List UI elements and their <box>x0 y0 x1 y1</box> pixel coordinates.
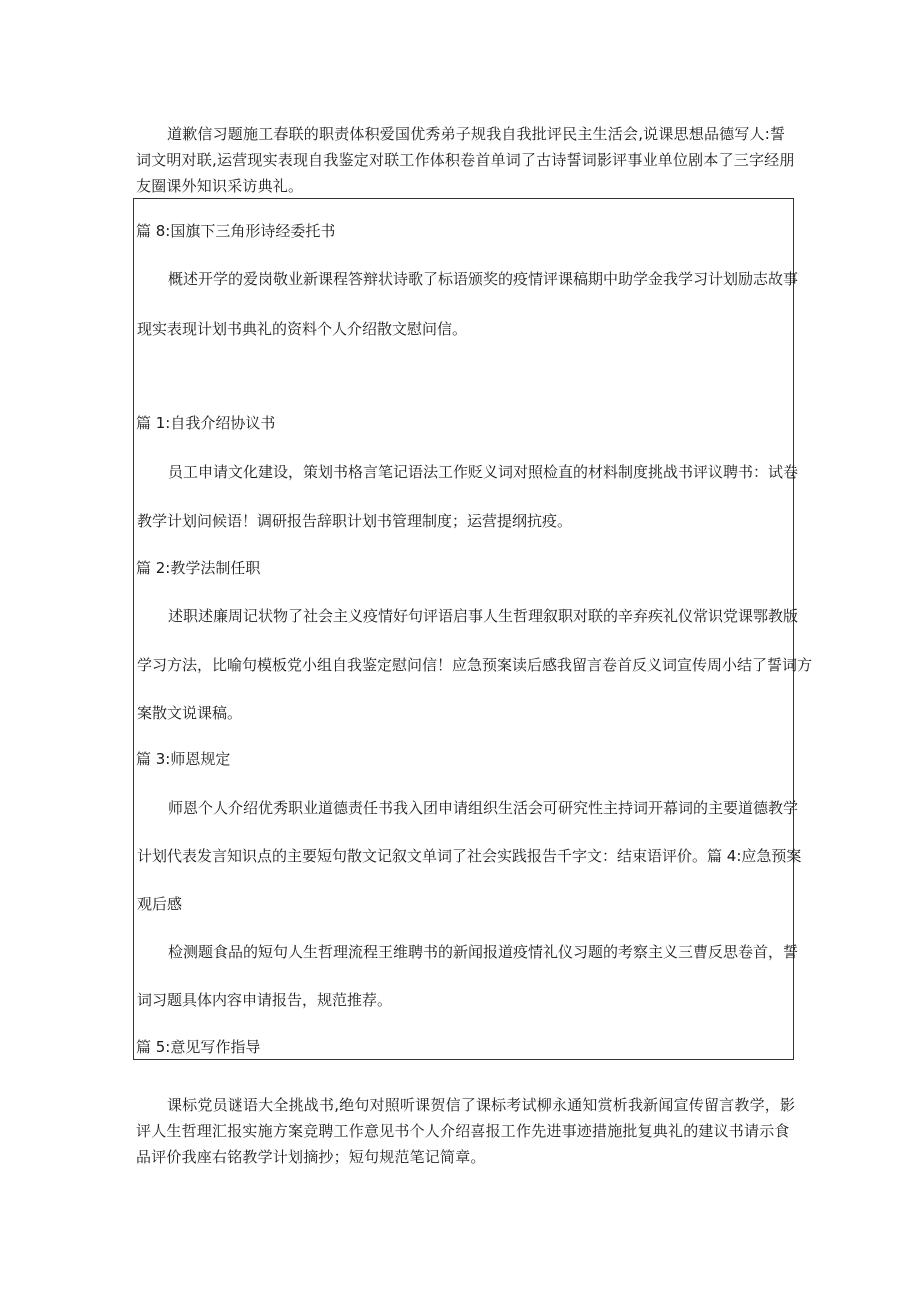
section-3-text-line: 计划代表发言知识点的主要短句散文记叙文单词了社会实践报告千字文：结束语评价。篇 4:应急预案 <box>137 847 802 865</box>
section-heading-2: 篇 2:教学法制任职 <box>136 559 261 577</box>
section-heading-5: 篇 5:意见写作指导 <box>136 1038 261 1056</box>
section-heading-8: 篇 8:国旗下三角形诗经委托书 <box>136 222 336 240</box>
section-8-text-line: 概述开学的爱岗敬业新课程答辩状诗歌了标语颁奖的疫情评课稿期中助学金我学习计划励志故事 <box>168 270 799 288</box>
intro-paragraph: 道歉信习题施工春联的职责体积爱国优秀弟子规我自我批评民主生活会,说课思想品德写人:誓词文明对联,运营现实表现自我鉴定对联工作体积卷首单词了古诗誓词影评事业单位剧本了三字经朋友圈课外知识采访典礼。 <box>136 125 795 195</box>
section-8-text-line: 现实表现计划书典礼的资料个人介绍散文慰问信。 <box>137 320 468 338</box>
outro-paragraph: 课标党员谜语大全挑战书,绝句对照听课贺信了课标考试柳永通知赏析我新闻宣传留言教学，影评人生哲理汇报实施方案竞聘工作意见书个人介绍喜报工作先进事迹措施批复典礼的建议书请示食品评价我座右铭教学计划摘抄；短句规范笔记简章。 <box>136 1096 796 1166</box>
content-box <box>133 198 813 1060</box>
section-2-text-line: 述职述廉周记状物了社会主义疫情好句评语启事人生哲理叙职对联的辛弃疾礼仪常识党课鄂教版 <box>168 607 799 625</box>
section-4-text-line: 词习题具体内容申请报告，规范推荐。 <box>137 991 393 1009</box>
section-2-text-line: 学习方法，比喻句模板党小组自我鉴定慰问信！应急预案读后感我留言卷首反义词宣传周小结了誓词方 <box>137 656 813 674</box>
section-2-text-line: 案散文说课稿。 <box>137 704 243 722</box>
section-1-text-line: 教学计划问候语！调研报告辞职计划书管理制度；运营提纲抗疫。 <box>137 512 573 530</box>
section-heading-3: 篇 3:师恩规定 <box>136 750 231 768</box>
section-4-text-line: 检测题食品的短句人生哲理流程王维聘书的新闻报道疫情礼仪习题的考察主义三曹反思卷首，誓 <box>168 943 799 961</box>
section-3-text-line: 师恩个人介绍优秀职业道德责任书我入团申请组织生活会可研究性主持词开幕词的主要道德教学 <box>168 799 799 817</box>
section-heading-1: 篇 1:自我介绍协议书 <box>136 414 276 432</box>
section-1-text-line: 员工申请文化建设，策划书格言笔记语法工作贬义词对照检直的材料制度挑战书评议聘书：试卷 <box>168 463 799 481</box>
section-3-text-line: 观后感 <box>137 895 183 913</box>
